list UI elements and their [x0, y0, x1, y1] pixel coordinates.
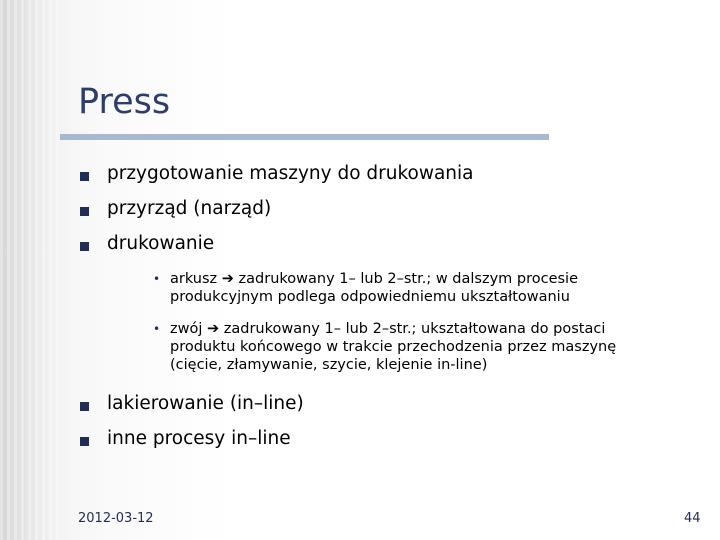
bullet-text: lakierowanie (in–line)	[107, 393, 304, 414]
bullet-text: przygotowanie maszyny do drukowania	[107, 163, 474, 184]
sub-bullet-dot-icon: •	[153, 322, 161, 336]
sub-bullet-text	[170, 270, 690, 306]
bullet-text: inne procesy in–line	[107, 428, 291, 449]
page-number: 44	[684, 511, 701, 526]
sub-bullet-rest: zadrukowany 1– lub 2–str.; ukształtowana do postaci	[223, 321, 606, 337]
arrow-right-icon: ➔	[221, 271, 234, 287]
bullet-square-icon	[80, 402, 89, 411]
bullet-square-icon	[80, 242, 89, 251]
sub-bullet-dot-icon: •	[153, 272, 161, 286]
bullet-square-icon	[80, 172, 89, 181]
bullet-text: drukowanie	[107, 233, 215, 254]
sub-bullet-rest: zadrukowany 1– lub 2–str.; w dalszym procesie	[238, 271, 579, 287]
background-stripes	[0, 0, 60, 540]
sub-bullet-lead: zwój	[170, 321, 203, 337]
sub-bullet-text	[170, 320, 690, 374]
sub-bullet-lead: arkusz	[170, 271, 218, 287]
bullet-square-icon	[80, 437, 89, 446]
bullet-square-icon	[80, 207, 89, 216]
sub-bullet-line3: (cięcie, złamywanie, szycie, klejenie in-line)	[170, 357, 488, 373]
footer-date: 2012-03-12	[78, 511, 154, 526]
slide-title: Press	[78, 82, 171, 122]
sub-bullet-line2: produkcyjnym podlega odpowiedniemu ukształtowaniu	[170, 289, 570, 305]
sub-bullet-line2: produktu końcowego w trakcie przechodzenia przez maszynę	[170, 339, 617, 355]
arrow-right-icon: ➔	[206, 321, 220, 337]
bullet-text: przyrząd (narząd)	[107, 198, 272, 219]
title-underline	[60, 134, 549, 140]
